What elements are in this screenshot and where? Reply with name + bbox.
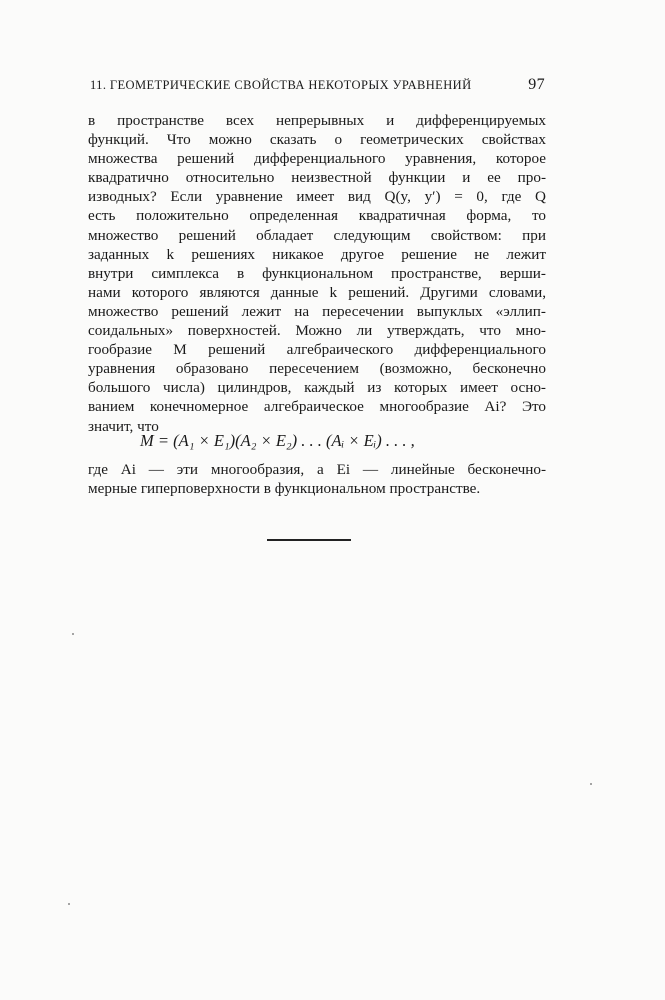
text-line: заданных k решениях никакое другое решение не лежит: [88, 245, 546, 263]
text-line: где Ai — эти многообразия, а Ei — линейные бесконечно-: [88, 461, 546, 478]
paragraph-2: [88, 460, 546, 498]
text-line: большого числа) цилиндров, каждый из которых имеет осно-: [88, 379, 546, 397]
paper-speck: [590, 783, 592, 785]
running-head: [90, 77, 545, 97]
text-line: внутри симплекса в функциональном пространстве, верши-: [88, 264, 546, 282]
paper-speck: [68, 903, 70, 905]
text-line: гообразие M решений алгебраического дифференциального: [88, 341, 546, 359]
text-line: мерные гиперповерхности в функциональном пространстве.: [88, 480, 481, 498]
text-line: значит, что: [88, 417, 159, 435]
text-line: есть положительно определенная квадратичная форма, то: [88, 207, 546, 225]
text-line: множество решений обладает следующим свойством: при: [88, 226, 546, 244]
text-line: нами которого являются данные k решений. Другими словами,: [88, 283, 546, 301]
section-end-rule: [267, 539, 351, 541]
text-line: соидальных» поверхностей. Можно ли утверждать, что мно-: [88, 322, 546, 340]
text-line: в пространстве всех непрерывных и дифференцируемых: [88, 112, 546, 129]
text-line: функций. Что можно сказать о геометрических свойствах: [88, 131, 546, 149]
text-line: квадратично относительно неизвестной функции и ее про-: [88, 169, 546, 187]
running-head-title: 11. ГЕОМЕТРИЧЕСКИЕ СВОЙСТВА НЕКОТОРЫХ УРАВНЕНИЙ: [90, 78, 472, 92]
text-line: ванием конечномерное алгебраическое многообразие Ai? Это: [88, 398, 546, 416]
text-line: изводных? Если уравнение имеет вид Q(y, y′) = 0, где Q: [88, 188, 546, 206]
text-line: множество решений лежит на пересечении выпуклых «эллип-: [88, 302, 546, 320]
display-formula: M = (A₁ × E₁)(A₂ × E₂) . . . (Aᵢ × Eᵢ) . . . ,: [140, 431, 415, 450]
paragraph-1: [88, 111, 546, 436]
paper-speck: [72, 633, 74, 635]
page-number: 97: [528, 76, 545, 93]
text-line: множества решений дифференциального уравнения, которое: [88, 150, 546, 168]
text-line: уравнения образовано пересечением (возможно, бесконечно: [88, 360, 546, 378]
